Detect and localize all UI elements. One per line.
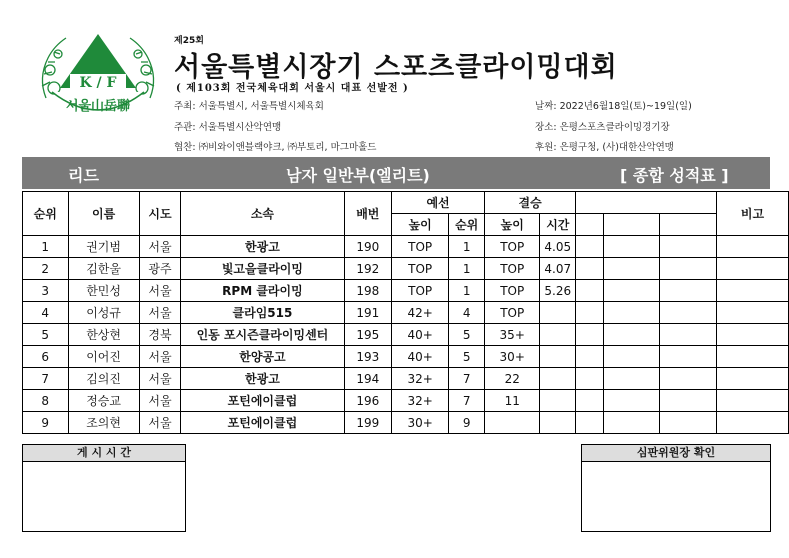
table-row <box>23 390 789 412</box>
cell-name: 이어진 <box>68 346 139 368</box>
cell-club: 빛고을클라이밍 <box>181 258 344 280</box>
cell-empty <box>603 346 660 368</box>
cell-empty <box>576 346 603 368</box>
col-blank <box>576 192 717 214</box>
table-header-row <box>23 192 789 214</box>
cell-empty <box>717 324 789 346</box>
table-row <box>23 236 789 258</box>
cell-club: 한광고 <box>181 368 344 390</box>
cell-p-rank: 1 <box>449 236 485 258</box>
cell-time <box>540 390 576 412</box>
cell-empty <box>717 412 789 434</box>
col-prelim-rank: 순위 <box>449 214 485 236</box>
cell-empty <box>660 368 717 390</box>
cell-p-height: 40+ <box>392 324 449 346</box>
event-type: 리드 <box>68 166 99 185</box>
cell-empty <box>717 346 789 368</box>
judge-confirm-box <box>581 444 771 532</box>
cell-f-height: 22 <box>485 368 540 390</box>
cell-p-height: 30+ <box>392 412 449 434</box>
cell-f-height: TOP <box>485 258 540 280</box>
cell-f-height: TOP <box>485 236 540 258</box>
cell-club: 한양공고 <box>181 346 344 368</box>
cell-rank: 3 <box>23 280 69 302</box>
col-final-time: 시간 <box>540 214 576 236</box>
cell-f-height: 35+ <box>485 324 540 346</box>
cell-p-rank: 5 <box>449 324 485 346</box>
cell-club: 클라임515 <box>181 302 344 324</box>
cell-region: 서울 <box>139 236 181 258</box>
cell-empty <box>603 390 660 412</box>
cell-rank: 9 <box>23 412 69 434</box>
date-info: 날짜: 2022년6월18일(토)~19일(일) <box>535 101 692 112</box>
cell-empty <box>576 302 603 324</box>
category-banner <box>22 157 770 189</box>
cell-empty <box>603 258 660 280</box>
cell-name: 이성규 <box>68 302 139 324</box>
table-row <box>23 302 789 324</box>
cell-bib: 198 <box>344 280 391 302</box>
cell-empty <box>603 412 660 434</box>
cell-rank: 4 <box>23 302 69 324</box>
cell-club: RPM 클라이밍 <box>181 280 344 302</box>
cell-empty <box>660 346 717 368</box>
col-prelim: 예선 <box>392 192 485 214</box>
report-type: [ 종합 성적표 ] <box>620 166 729 185</box>
cell-region: 서울 <box>139 390 181 412</box>
cell-region: 광주 <box>139 258 181 280</box>
cell-empty <box>660 412 717 434</box>
cell-club: 인동 포시즌클라이밍센터 <box>181 324 344 346</box>
cell-rank: 1 <box>23 236 69 258</box>
table-row <box>23 258 789 280</box>
cell-rank: 5 <box>23 324 69 346</box>
cell-bib: 194 <box>344 368 391 390</box>
cell-time: 4.07 <box>540 258 576 280</box>
cell-region: 서울 <box>139 368 181 390</box>
support-info: 후원: 은평구청, (사)대한산악연맹 <box>535 142 674 153</box>
cell-p-rank: 4 <box>449 302 485 324</box>
cell-empty <box>576 368 603 390</box>
col-rank: 순위 <box>23 192 69 236</box>
col-final-height: 높이 <box>485 214 540 236</box>
cell-region: 서울 <box>139 302 181 324</box>
cell-club: 포틴에이클럽 <box>181 390 344 412</box>
cell-empty <box>660 302 717 324</box>
cell-empty <box>717 280 789 302</box>
table-row <box>23 280 789 302</box>
cell-f-height <box>485 412 540 434</box>
cell-time <box>540 302 576 324</box>
cell-name: 김의진 <box>68 368 139 390</box>
cell-empty <box>576 280 603 302</box>
cell-empty <box>603 302 660 324</box>
cell-empty <box>576 258 603 280</box>
cell-empty <box>576 412 603 434</box>
cell-region: 서울 <box>139 346 181 368</box>
posting-time-label: 게 시 시 간 <box>23 445 185 462</box>
cell-empty <box>717 258 789 280</box>
table-row <box>23 412 789 434</box>
cell-p-rank: 9 <box>449 412 485 434</box>
cell-name: 김한울 <box>68 258 139 280</box>
cell-time <box>540 346 576 368</box>
cell-p-height: TOP <box>392 280 449 302</box>
cell-bib: 192 <box>344 258 391 280</box>
cell-f-height: TOP <box>485 302 540 324</box>
cell-rank: 7 <box>23 368 69 390</box>
cell-name: 한민성 <box>68 280 139 302</box>
cell-bib: 193 <box>344 346 391 368</box>
page-title: 서울특별시장기 스포츠클라이밍대회 <box>174 52 618 83</box>
table-row <box>23 368 789 390</box>
col-club: 소속 <box>181 192 344 236</box>
cell-bib: 196 <box>344 390 391 412</box>
cell-p-height: 32+ <box>392 368 449 390</box>
cell-p-height: TOP <box>392 236 449 258</box>
results-table <box>22 191 789 434</box>
cell-rank: 8 <box>23 390 69 412</box>
cell-empty <box>576 236 603 258</box>
cell-bib: 191 <box>344 302 391 324</box>
page-subtitle: ( 제103회 전국체육대회 서울시 대표 선발전 ) <box>176 83 409 94</box>
cell-p-rank: 1 <box>449 258 485 280</box>
cell-bib: 190 <box>344 236 391 258</box>
col-prelim-height: 높이 <box>392 214 449 236</box>
cell-empty <box>576 390 603 412</box>
cell-empty <box>717 302 789 324</box>
cell-time: 4.05 <box>540 236 576 258</box>
cell-empty <box>576 324 603 346</box>
cell-empty <box>660 258 717 280</box>
svg-text:K / F: K / F <box>79 75 117 91</box>
col-final: 결승 <box>485 192 576 214</box>
cell-empty <box>660 236 717 258</box>
cell-f-height: 30+ <box>485 346 540 368</box>
table-row <box>23 346 789 368</box>
cell-empty <box>717 236 789 258</box>
col-bib: 배번 <box>344 192 391 236</box>
cell-empty <box>603 236 660 258</box>
sponsor-info: 협찬: ㈜비와이앤블랙야크, ㈜부토리, 마그마홀드 <box>174 142 377 153</box>
cell-p-height: 32+ <box>392 390 449 412</box>
cell-empty <box>660 324 717 346</box>
cell-empty <box>603 368 660 390</box>
cell-bib: 199 <box>344 412 391 434</box>
edition-label: 제25회 <box>174 36 204 46</box>
col-extra <box>576 214 603 236</box>
cell-name: 조의현 <box>68 412 139 434</box>
host-info: 주최: 서울특별시, 서울특별시체육회 <box>174 101 324 112</box>
cell-p-height: 40+ <box>392 346 449 368</box>
results-body <box>23 236 789 434</box>
table-row <box>23 324 789 346</box>
cell-empty <box>717 368 789 390</box>
cell-f-height: 11 <box>485 390 540 412</box>
federation-logo <box>32 28 164 132</box>
col-extra <box>603 214 660 236</box>
cell-f-height: TOP <box>485 280 540 302</box>
col-note: 비고 <box>717 192 789 236</box>
posting-time-box <box>22 444 186 532</box>
col-region: 시도 <box>139 192 181 236</box>
cell-empty <box>717 390 789 412</box>
cell-time <box>540 412 576 434</box>
venue-info: 장소: 은평스포츠클라이밍경기장 <box>535 122 670 133</box>
col-name: 이름 <box>68 192 139 236</box>
cell-p-height: TOP <box>392 258 449 280</box>
division-title: 남자 일반부(엘리트) <box>286 166 430 185</box>
cell-p-rank: 5 <box>449 346 485 368</box>
cell-empty <box>603 280 660 302</box>
cell-time <box>540 324 576 346</box>
cell-time: 5.26 <box>540 280 576 302</box>
cell-club: 포틴에이클럽 <box>181 412 344 434</box>
cell-p-rank: 7 <box>449 390 485 412</box>
cell-time <box>540 368 576 390</box>
cell-name: 권기범 <box>68 236 139 258</box>
cell-rank: 2 <box>23 258 69 280</box>
svg-text:서울山岳聯: 서울山岳聯 <box>65 99 131 114</box>
cell-region: 서울 <box>139 412 181 434</box>
cell-empty <box>660 390 717 412</box>
cell-region: 서울 <box>139 280 181 302</box>
organizer-info: 주관: 서울특별시산악연맹 <box>174 122 282 133</box>
cell-name: 정승교 <box>68 390 139 412</box>
cell-p-rank: 1 <box>449 280 485 302</box>
judge-confirm-label: 심판위원장 확인 <box>582 445 770 462</box>
cell-p-height: 42+ <box>392 302 449 324</box>
cell-rank: 6 <box>23 346 69 368</box>
cell-name: 한상현 <box>68 324 139 346</box>
cell-bib: 195 <box>344 324 391 346</box>
cell-region: 경북 <box>139 324 181 346</box>
cell-empty <box>660 280 717 302</box>
cell-club: 한광고 <box>181 236 344 258</box>
cell-p-rank: 7 <box>449 368 485 390</box>
cell-empty <box>603 324 660 346</box>
